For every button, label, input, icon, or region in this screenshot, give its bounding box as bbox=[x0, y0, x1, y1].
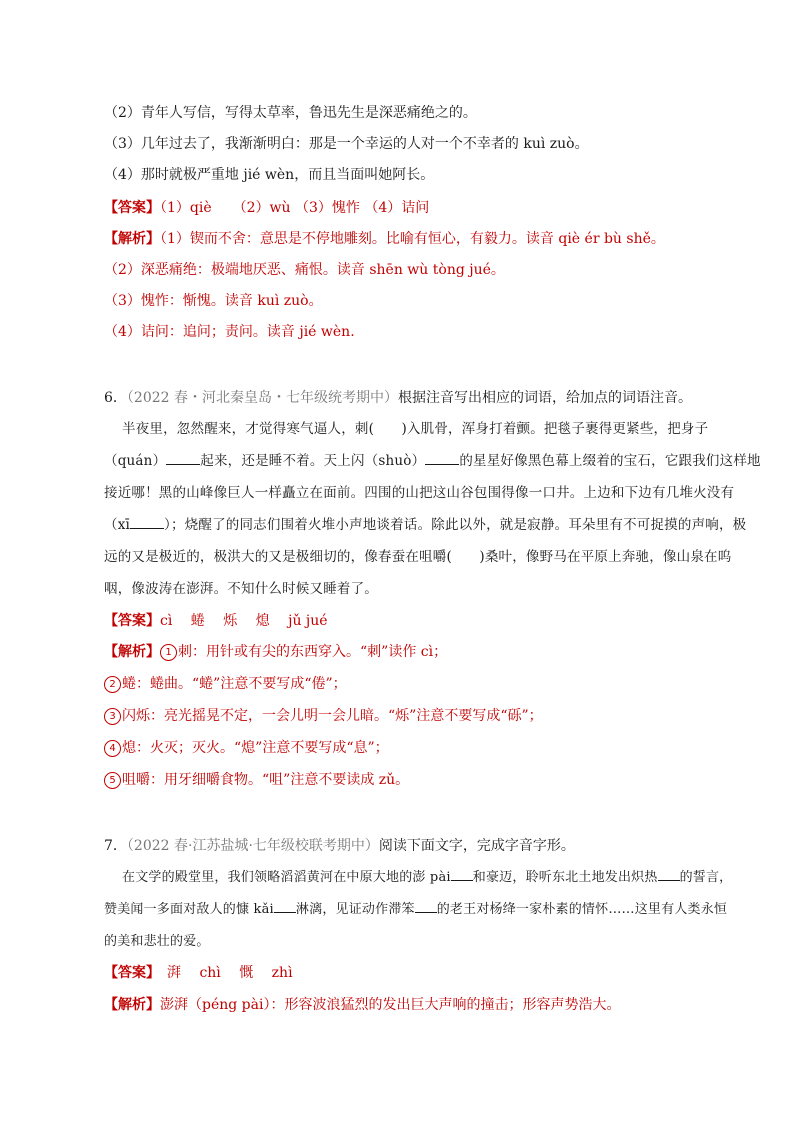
q6-analysis-text-1: 刺：用针或有尖的东西穿入。“刺”读作 cì； bbox=[178, 644, 448, 660]
q7-passage-text: 淋漓，见证动作滞笨 bbox=[295, 902, 415, 917]
q7-passage-line-2 bbox=[104, 900, 727, 920]
answer-tag: 【答案】 bbox=[104, 200, 160, 216]
q6-pinyin-xi: （xī bbox=[104, 517, 131, 533]
q7-blank-pai[interactable] bbox=[451, 868, 473, 881]
q6-passage-text: 起来，还是睡不着。天上闪（shuò） bbox=[200, 453, 426, 469]
q6-answer-text: cì 蜷 烁 熄 jǔ jué bbox=[160, 613, 328, 629]
q5-analysis-line-1 bbox=[104, 229, 665, 249]
analysis-tag: 【解析】 bbox=[104, 644, 160, 660]
q7-analysis-line-1 bbox=[104, 995, 620, 1015]
q7-source: （2022 春·江苏盐城·七年级校联考期中） bbox=[126, 838, 379, 854]
q7-passage-text: 赞美闻一多面对敌人的慷 kǎi bbox=[104, 902, 274, 917]
q6-blank-xi[interactable] bbox=[130, 516, 164, 529]
q7-blank-kai[interactable] bbox=[274, 900, 296, 913]
q6-passage-text: ）；烧醒了的同志们围着火堆小声地谈着话。除此以外，就是寂静。耳朵里有不可捉摸的声响，极 bbox=[164, 517, 747, 533]
q5-analysis-text-1: （1）锲而不舍：意思是不停地雕刻。比喻有恒心，有毅力。读音 qiè ér bù shě。 bbox=[160, 231, 665, 247]
q5-analysis-line-3: （3）愧怍：惭愧。读音 kuì zuò。 bbox=[104, 293, 323, 309]
q7-prompt: 阅读下面文字，完成字音字形。 bbox=[378, 838, 575, 854]
analysis-tag: 【解析】 bbox=[104, 231, 160, 247]
q7-passage-text: 和豪迈，聆听东北土地发出炽热 bbox=[472, 870, 658, 885]
q6-prompt: 根据注音写出相应的词语，给加点的词语注音。 bbox=[398, 390, 692, 406]
q5-answer bbox=[104, 198, 429, 218]
q7-answer bbox=[104, 963, 293, 983]
q7-passage-text: 的誓言， bbox=[679, 870, 733, 885]
circled-number-3: 3 bbox=[104, 708, 121, 725]
q6-analysis-line-1 bbox=[104, 642, 447, 662]
q6-passage-line-4 bbox=[104, 515, 746, 535]
q6-source: （2022 春・河北秦皇岛・七年级统考期中） bbox=[126, 390, 398, 406]
q7-number: 7． bbox=[104, 838, 127, 854]
q7-passage-text: 在文学的殿堂里，我们领略滔滔黄河在中原大地的澎 pài bbox=[122, 870, 451, 885]
q6-analysis-text-2: 蜷：蜷曲。“蜷”注意不要写成“倦”； bbox=[122, 676, 347, 692]
q7-passage-line-1 bbox=[122, 868, 732, 888]
circled-number-1: 1 bbox=[160, 644, 177, 661]
q6-analysis-line-2 bbox=[104, 674, 347, 694]
q6-analysis-line-5 bbox=[104, 770, 409, 790]
q6-blank-shuo[interactable] bbox=[425, 452, 459, 465]
q6-passage-line-6: 咽，像波涛在澎湃。不知什么时候又睡着了。 bbox=[104, 581, 378, 597]
q6-number: 6． bbox=[104, 390, 127, 406]
q5-item-3: （3）几年过去了，我渐渐明白：那是一个幸运的人对一个不幸者的 kuì zuò。 bbox=[104, 136, 589, 152]
q6-answer bbox=[104, 611, 328, 631]
answer-tag: 【答案】 bbox=[104, 613, 160, 629]
q5-analysis-line-2: （2）深恶痛绝：极端地厌恶、痛恨。读音 shēn wù tòng jué。 bbox=[104, 262, 505, 278]
q6-passage-line-5: 远的又是极近的，极洪大的又是极细切的，像春蚕在咀嚼( )桑叶，像野马在平原上奔驰，像山泉在呜 bbox=[104, 549, 732, 565]
q7-heading bbox=[104, 836, 575, 856]
q6-analysis-text-5: 咀嚼：用牙细嚼食物。“咀”注意不要读成 zǔ。 bbox=[122, 772, 410, 788]
circled-number-5: 5 bbox=[104, 772, 121, 789]
q6-blank-quan[interactable] bbox=[166, 452, 200, 465]
q6-analysis-line-4 bbox=[104, 738, 389, 758]
circled-number-2: 2 bbox=[104, 676, 121, 693]
q6-analysis-text-4: 熄：火灭；灭火。“熄”注意不要写成“息”； bbox=[122, 740, 389, 756]
q6-passage-line-2 bbox=[104, 451, 761, 471]
q7-blank-zhi[interactable] bbox=[415, 900, 437, 913]
q5-answer-text: （1）qiè （2）wù （3）愧怍 （4）诘问 bbox=[160, 200, 430, 216]
q7-answer-text: 湃 chì 慨 zhì bbox=[153, 965, 293, 981]
q6-pinyin-quan: （quán） bbox=[104, 453, 167, 469]
answer-tag: 【答案】 bbox=[104, 965, 153, 981]
q5-item-2: （2）青年人写信，写得太草率，鲁迅先生是深恶痛绝之的。 bbox=[104, 105, 477, 121]
q7-analysis-text-1: 澎湃（péng pài）：形容波浪猛烈的发出巨大声响的撞击；形容声势浩大。 bbox=[160, 997, 621, 1013]
analysis-tag: 【解析】 bbox=[104, 997, 160, 1013]
q6-passage-line-3: 接近哪！黑的山峰像巨人一样矗立在面前。四围的山把这山谷包围得像一口井。上边和下边有几堆火没有 bbox=[104, 485, 735, 501]
q7-blank-chi[interactable] bbox=[658, 868, 680, 881]
q6-analysis-text-3: 闪烁：亮光摇晃不定，一会儿明一会儿暗。“烁”注意不要写成“砾”； bbox=[122, 708, 543, 724]
q6-heading bbox=[104, 388, 692, 408]
q7-passage-text: 的老王对杨绛一家朴素的情怀……这里有人类永恒 bbox=[436, 902, 728, 917]
q7-passage-line-3: 的美和悲壮的爱。 bbox=[104, 934, 210, 949]
q5-analysis-line-4: （4）诘问：追问；责问。读音 jié wèn. bbox=[104, 324, 355, 340]
q6-analysis-line-3 bbox=[104, 706, 543, 726]
circled-number-4: 4 bbox=[104, 740, 121, 757]
q5-item-4: （4）那时就极严重地 jié wèn，而且当面叫她阿长。 bbox=[104, 167, 435, 183]
q6-passage-line-1: 半夜里，忽然醒来，才觉得寒气逼人，刺( )入肌骨，浑身打着颤。把毯子裹得更紧些，把身子 bbox=[122, 421, 709, 437]
q6-passage-text: 的星星好像黑色幕上缀着的宝石，它跟我们这样地 bbox=[459, 453, 761, 469]
